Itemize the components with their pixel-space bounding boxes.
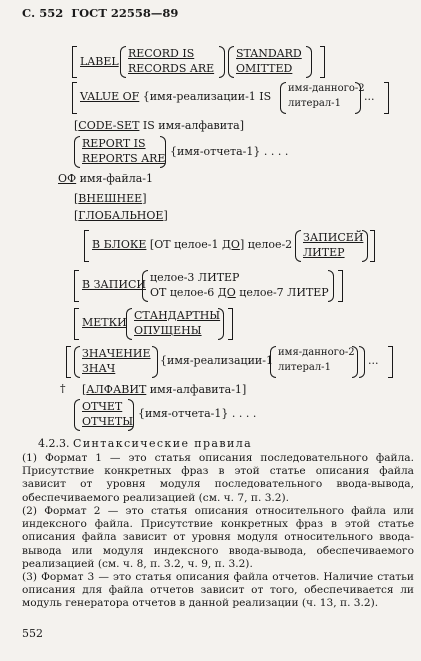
standard-id: ГОСТ 22558—89	[71, 6, 179, 20]
impl-name: имя-реализации-1	[167, 354, 273, 367]
section-number: 4.2.3.	[38, 437, 70, 450]
impl-name: {имя-реализации-1 IS	[142, 90, 272, 103]
external-line: [ВНЕШНЕЕ]	[74, 192, 147, 205]
kw-reports-ru: ОТЧЕТЫ	[82, 415, 134, 428]
kw-standard-ru: СТАНДАРТНЫ	[134, 309, 221, 322]
choice-brace-right	[128, 399, 134, 431]
page-number: 552	[39, 6, 64, 20]
choice-brace-left	[270, 346, 276, 378]
kw-alphabet: АЛФАВИТ	[86, 383, 147, 396]
kw-value-short: ЗНАЧ	[82, 362, 116, 375]
kw-reports-are: REPORTS ARE	[82, 152, 166, 165]
kw-record-is: RECORD IS	[128, 47, 195, 60]
kw-global: ГЛОБАЛЬНОЕ	[78, 209, 164, 222]
int-6: целое-6	[169, 286, 215, 299]
choice-brace-left	[74, 136, 80, 168]
kw-value-ru: ЗНАЧЕНИЕ	[82, 347, 151, 360]
kw-report-is: REPORT IS	[82, 137, 146, 150]
choice-brace-left	[142, 270, 148, 302]
page-letter: С.	[22, 6, 36, 20]
kw-chars: ЛИТЕР	[303, 246, 345, 259]
choice-brace-left	[295, 230, 301, 262]
optional-bracket-left	[84, 230, 89, 262]
kw-records: ЗАПИСЕЙ	[303, 231, 364, 244]
alphabet-line: [АЛФАВИТ имя-алфавита-1]	[82, 383, 247, 396]
optional-bracket-right	[384, 82, 389, 114]
optional-bracket-left	[72, 82, 77, 114]
choice-brace-right	[219, 46, 225, 78]
optional-bracket-right	[228, 308, 233, 340]
literal-1: литерал-1	[278, 362, 331, 373]
choice-brace-right	[306, 46, 312, 78]
rule-paragraph: (3) Формат 3 — это статья описания файла отчетов. Наличие статьи описания для файла отчетов зависит от того, обеспечивается ли модуль генератора отчетов в данной реализации (ч. 13, п. 3.2).	[22, 571, 414, 610]
alphabet-name: IS имя-алфавита	[142, 119, 240, 132]
int-1: целое-1	[174, 238, 219, 251]
optional-bracket-right	[320, 46, 325, 78]
section-title: Синтаксические правила	[73, 437, 253, 450]
choice-brace-left	[74, 346, 80, 378]
footer-page-number: 552	[22, 627, 43, 640]
kw-standard: STANDARD	[236, 47, 302, 60]
kw-external: ВНЕШНЕЕ	[78, 192, 143, 205]
code-set-line: [CODE-SET IS имя-алфавита]	[74, 119, 245, 132]
global-line: [ГЛОБАЛЬНОЕ]	[74, 209, 168, 222]
kw-omitted: OMITTED	[236, 62, 293, 75]
ellipsis: ...	[368, 354, 379, 367]
kw-from: ОТ	[150, 286, 167, 299]
data-name-2: имя-данного-2	[288, 83, 365, 94]
ellipsis: . . . .	[263, 145, 289, 158]
choice-brace-left	[126, 308, 132, 340]
kw-in-record: В ЗАПИСИ	[82, 278, 146, 291]
kw-code-set: CODE-SET	[78, 119, 140, 132]
choice-brace-left	[228, 46, 234, 78]
choice-brace-left	[280, 82, 286, 114]
choice-brace-right	[355, 82, 361, 114]
kw-labels: МЕТКИ	[82, 316, 127, 329]
rule-paragraph: (1) Формат 1 — это статья описания последовательного файла. Присутствие конкретных фраз в этой статье описания файла зависит от уровня модуля последовательного ввода-вывода, обеспечиваемого реализацией (см. ч. 7, п. 3.2).	[22, 452, 414, 504]
rule-paragraph: (2) Формат 2 — это статья описания относительного файла или индексного файла. Присутствие конкретных фраз в этой статье описания файла зависит от уровня модуля относительного ввода-вывода или модуля индексного ввода-вывода, обеспечиваемого реализацией (см. ч. 8, п. 3.2, ч. 9, п. 3.2).	[22, 505, 414, 570]
report-name: {имя-отчета-1}	[138, 407, 229, 420]
choice-brace-right	[160, 136, 166, 168]
section-heading	[38, 437, 252, 450]
kw-value-of: VALUE OF	[80, 90, 140, 103]
file-name: имя-файла-1	[79, 172, 153, 185]
choice-brace-right	[362, 230, 368, 262]
kw-label: LABEL	[80, 55, 119, 68]
optional-bracket-left	[74, 270, 79, 302]
kw-in-block: В БЛОКЕ	[92, 238, 147, 251]
optional-bracket-right	[370, 230, 375, 262]
ellipsis: ...	[364, 90, 375, 103]
literal-1: литерал-1	[288, 98, 341, 109]
kw-omitted-ru: ОПУЩЕНЫ	[134, 324, 202, 337]
kw-report-ru: ОТЧЕТ	[82, 400, 123, 413]
kw-to: ДО	[221, 238, 240, 251]
page-header	[22, 6, 178, 20]
kw-to: ДО	[217, 286, 236, 299]
optional-bracket-right	[388, 346, 393, 378]
margin-mark: †	[60, 382, 66, 395]
optional-bracket-left	[66, 346, 71, 378]
choice-brace-right	[359, 346, 365, 378]
kw-of: ОФ	[58, 172, 77, 185]
choice-brace-left	[120, 46, 126, 78]
kw-records-are: RECORDS ARE	[128, 62, 215, 75]
data-name-2: имя-данного-2	[278, 347, 355, 358]
choice-brace-right	[328, 270, 334, 302]
choice-brace-right	[152, 346, 158, 378]
int-2: целое-2	[247, 238, 293, 251]
report-name: {имя-отчета-1}	[170, 145, 261, 158]
record-line-1: целое-3 ЛИТЕР	[150, 271, 240, 284]
choice-brace-right	[218, 308, 224, 340]
kw-from: ОТ	[154, 238, 171, 251]
choice-brace-left	[74, 399, 80, 431]
optional-bracket-right	[338, 270, 343, 302]
optional-bracket-left	[72, 46, 77, 78]
ellipsis: . . . .	[231, 407, 257, 420]
record-line-2-rest: целое-7 ЛИТЕР	[239, 286, 329, 299]
alphabet-name-1: имя-алфавита-1	[149, 383, 242, 396]
optional-bracket-left	[74, 308, 79, 340]
choice-brace-right	[352, 346, 358, 378]
